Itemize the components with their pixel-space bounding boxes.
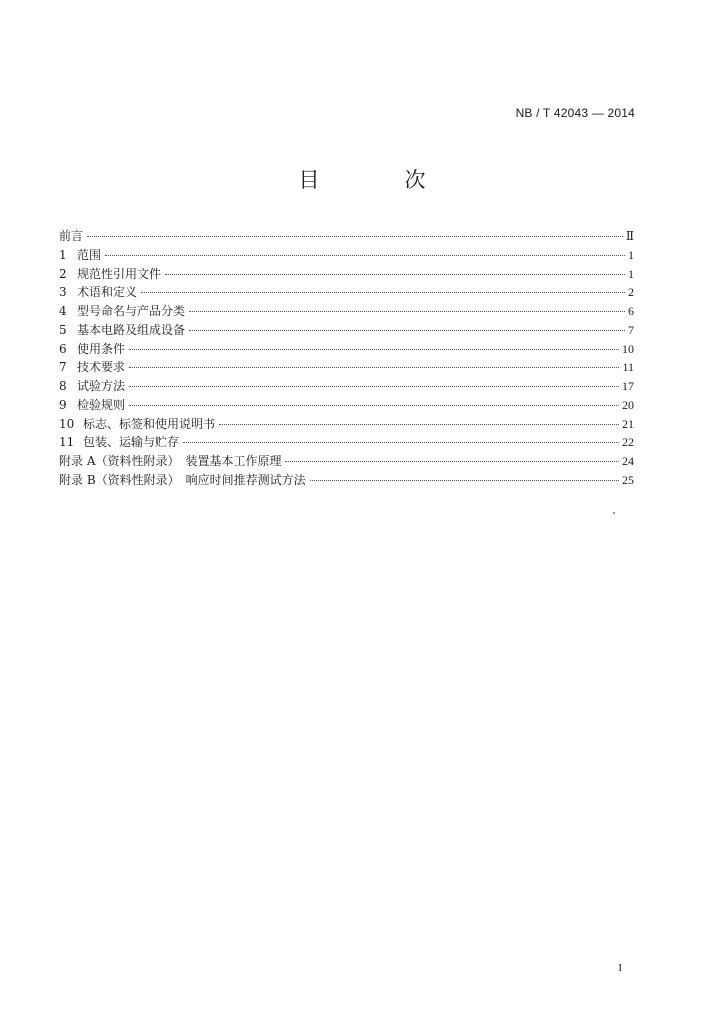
- toc-entry-page: 22: [622, 435, 634, 450]
- toc-entry-11[interactable]: [59, 433, 634, 452]
- toc-entry-label: 规范性引用文件: [77, 266, 162, 281]
- toc-leader-dots: [189, 330, 625, 331]
- toc-entry-3[interactable]: [59, 283, 634, 302]
- page-number: I: [618, 962, 622, 974]
- toc-entry-7[interactable]: [59, 358, 634, 377]
- toc-entry-label: 标志、标签和使用说明书: [83, 416, 216, 431]
- toc-entry-appendix-a[interactable]: [59, 452, 634, 471]
- toc-entry-page: 17: [622, 379, 634, 393]
- toc-entry-8[interactable]: [59, 377, 634, 396]
- toc-entry-label: 包装、运输与贮存: [83, 435, 180, 450]
- toc-entry-page: 20: [622, 397, 634, 412]
- toc-leader-dots: [189, 311, 625, 312]
- toc-entry-label: 基本电路及组成设备: [77, 322, 186, 337]
- toc-entry-2[interactable]: [59, 265, 634, 284]
- scan-speck: [613, 512, 615, 514]
- toc-entry-page: 7: [628, 322, 634, 337]
- toc-entry-number: 4: [59, 304, 67, 318]
- toc-entry-page: 1: [628, 266, 634, 281]
- toc-entry-label: 使用条件: [77, 341, 126, 356]
- toc-entry-page: 10: [622, 341, 634, 356]
- toc-leader-dots: [141, 292, 625, 293]
- toc-entry-1[interactable]: [59, 246, 634, 265]
- toc-entry-page: 25: [622, 472, 634, 487]
- toc-entry-number: 7: [59, 360, 67, 375]
- toc-title: 目 次: [298, 168, 458, 192]
- toc-entry-label: 试验方法: [77, 379, 126, 393]
- toc-entry-6[interactable]: [59, 340, 634, 359]
- table-of-contents: [59, 227, 634, 490]
- toc-leader-dots: [165, 274, 625, 275]
- toc-entry-number: 1: [59, 247, 67, 262]
- toc-entry-page: 1: [628, 247, 634, 262]
- toc-leader-dots: [129, 367, 619, 368]
- toc-entry-label: 检验规则: [77, 397, 126, 412]
- toc-entry-5[interactable]: [59, 321, 634, 340]
- toc-entry-10[interactable]: [59, 415, 634, 434]
- toc-entry-page: 6: [628, 304, 634, 318]
- toc-entry-label: 术语和定义: [77, 285, 138, 300]
- toc-leader-dots: [105, 255, 625, 256]
- toc-entry-number: 2: [59, 266, 67, 281]
- toc-entry-page: 11: [622, 360, 634, 375]
- toc-entry-number: 8: [59, 379, 67, 393]
- toc-entry-number: 11: [59, 435, 75, 450]
- toc-entry-foreword[interactable]: [59, 227, 634, 246]
- toc-leader-dots: [219, 424, 619, 425]
- toc-entry-page: 21: [622, 416, 634, 431]
- toc-entry-label: 附录 A（资料性附录） 装置基本工作原理: [59, 454, 282, 468]
- toc-leader-dots: [310, 480, 619, 481]
- toc-entry-number: 3: [59, 285, 67, 300]
- toc-entry-number: 6: [59, 341, 67, 356]
- toc-entry-page: 24: [622, 454, 634, 468]
- toc-entry-label: 型号命名与产品分类: [77, 304, 186, 318]
- toc-entry-9[interactable]: [59, 396, 634, 415]
- toc-entry-appendix-b[interactable]: [59, 471, 634, 490]
- toc-entry-number: 9: [59, 397, 67, 412]
- toc-entry-label: 技术要求: [77, 360, 126, 375]
- standard-number: NB / T 42043 — 2014: [515, 106, 635, 120]
- toc-leader-dots: [285, 461, 619, 462]
- toc-entry-label: 范围: [77, 247, 102, 262]
- toc-entry-page: 2: [628, 285, 634, 300]
- toc-entry-label: 前言: [59, 229, 84, 243]
- toc-leader-dots: [129, 349, 619, 350]
- toc-entry-page: Ⅱ: [625, 229, 634, 243]
- toc-entry-label: 附录 B（资料性附录） 响应时间推荐测试方法: [59, 472, 306, 487]
- toc-leader-dots: [87, 236, 623, 237]
- toc-entry-number: 10: [59, 416, 75, 431]
- toc-leader-dots: [129, 386, 619, 387]
- toc-entry-4[interactable]: [59, 302, 634, 321]
- toc-leader-dots: [129, 405, 619, 406]
- toc-entry-number: 5: [59, 322, 67, 337]
- toc-leader-dots: [183, 442, 619, 443]
